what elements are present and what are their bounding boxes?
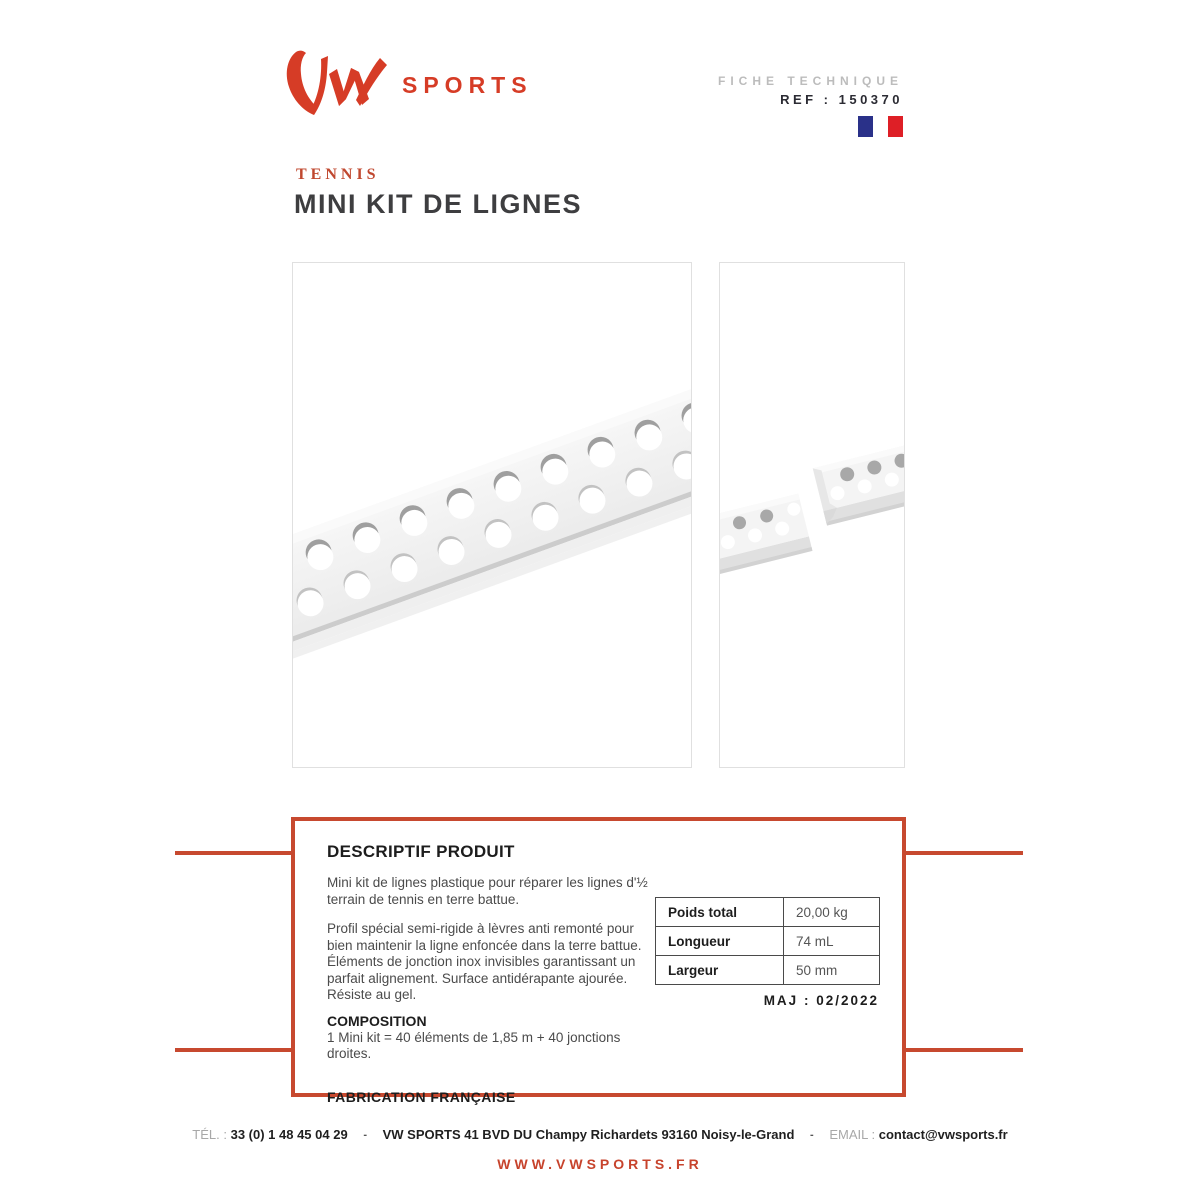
spec-table — [655, 897, 880, 985]
fabrication-label: FABRICATION FRANÇAISE — [327, 1088, 516, 1105]
product-image-junction — [719, 262, 905, 768]
vw-logo-icon — [283, 49, 393, 115]
spec-value: 20,00 kg — [784, 898, 880, 927]
description-content — [327, 842, 661, 1105]
accent-bar-right-bottom — [906, 1048, 1023, 1052]
table-row — [656, 927, 880, 956]
spec-value: 50 mm — [784, 956, 880, 985]
description-paragraph-1: Mini kit de lignes plastique pour réparer les lignes d'½ terrain de tennis en terre battue. — [327, 875, 648, 907]
description-heading: DESCRIPTIF PRODUIT — [327, 842, 515, 861]
table-row — [656, 956, 880, 985]
description-paragraph-2: Profil spécial semi-rigide à lèvres anti remonté pour bien maintenir la ligne enfoncée dans la terre battue. Éléments de jonction inox invisibles garantissant un parfait alignement. Surface antidérapante ajourée. Résiste au gel. — [327, 921, 642, 1002]
brand-name: SPORTS — [402, 72, 533, 98]
reference-number: REF : 150370 — [780, 92, 903, 107]
header-meta — [718, 74, 903, 137]
composition-heading: COMPOSITION — [327, 1012, 427, 1029]
accent-bar-right-top — [906, 851, 1023, 855]
product-image-main — [292, 262, 692, 768]
tel-label: TÉL. : — [192, 1127, 227, 1142]
tel-number: 33 (0) 1 48 45 04 29 — [230, 1127, 348, 1142]
website-url[interactable]: WWW.VWSPORTS.FR — [497, 1156, 703, 1172]
composition-text: 1 Mini kit = 40 éléments de 1,85 m + 40 jonctions droites. — [327, 1029, 621, 1061]
address: VW SPORTS 41 BVD DU Champy Richardets 93160 Noisy-le-Grand — [382, 1127, 795, 1142]
accent-bar-left-top — [175, 851, 291, 855]
french-flag-icon — [858, 116, 903, 137]
junction-illustration — [720, 263, 904, 767]
separator: - — [810, 1129, 814, 1141]
line-strip-illustration — [293, 263, 691, 767]
contact-line — [0, 1127, 1200, 1142]
category-label: TENNIS — [296, 166, 380, 183]
spec-label: Longueur — [656, 927, 784, 956]
table-row — [656, 898, 880, 927]
email-label: EMAIL : — [829, 1127, 876, 1142]
separator: - — [363, 1129, 367, 1141]
doc-type-label: FICHE TECHNIQUE — [717, 74, 903, 88]
accent-bar-left-bottom — [175, 1048, 291, 1052]
email-address[interactable]: contact@vwsports.fr — [878, 1127, 1008, 1142]
spec-label: Poids total — [656, 898, 784, 927]
update-date: MAJ : 02/2022 — [763, 993, 879, 1008]
product-title: MINI KIT DE LIGNES — [294, 189, 583, 219]
spec-label: Largeur — [656, 956, 784, 985]
spec-value: 74 mL — [784, 927, 880, 956]
